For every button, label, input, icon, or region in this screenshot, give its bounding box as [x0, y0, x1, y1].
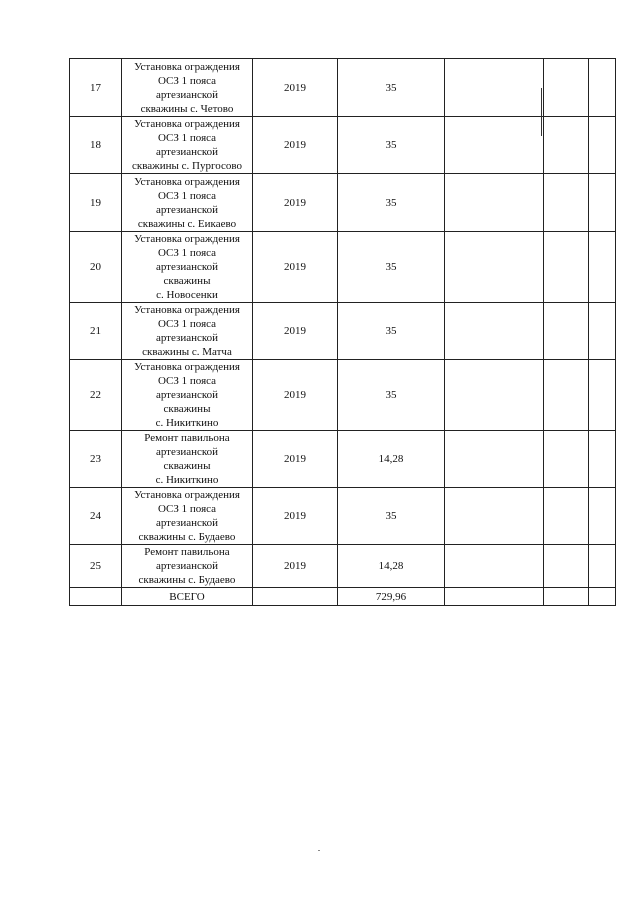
work-description: Установка ограждения ОСЗ 1 пояса артезианской скважины с. Четово: [122, 59, 253, 117]
empty-cell: [589, 360, 616, 431]
empty-cell: [544, 431, 589, 488]
work-cost: 35: [338, 360, 445, 431]
works-table: [69, 58, 616, 606]
empty-cell: [589, 488, 616, 545]
work-year: 2019: [253, 360, 338, 431]
work-description: Ремонт павильона артезианской скважины с. Будаево: [122, 545, 253, 588]
row-number: 21: [70, 303, 122, 360]
empty-cell: [445, 360, 544, 431]
row-number: 24: [70, 488, 122, 545]
empty-cell: [445, 303, 544, 360]
work-description: Установка ограждения ОСЗ 1 пояса артезианской скважины с. Новосенки: [122, 232, 253, 303]
empty-cell: [544, 232, 589, 303]
empty-cell: [544, 360, 589, 431]
work-year: 2019: [253, 303, 338, 360]
work-year: 2019: [253, 59, 338, 117]
table-row: [70, 488, 616, 545]
row-number: 19: [70, 174, 122, 232]
empty-cell: [544, 303, 589, 360]
total-row: [70, 588, 616, 606]
scan-speck: [318, 850, 320, 851]
row-number: 25: [70, 545, 122, 588]
table-row: [70, 360, 616, 431]
table-row: [70, 174, 616, 232]
work-description: Установка ограждения ОСЗ 1 пояса артезианской скважины с. Пургосово: [122, 117, 253, 174]
work-description: Установка ограждения ОСЗ 1 пояса артезианской скважины с. Будаево: [122, 488, 253, 545]
empty-cell: [445, 174, 544, 232]
work-cost: 35: [338, 488, 445, 545]
empty-cell: [445, 232, 544, 303]
row-number: 23: [70, 431, 122, 488]
work-description: Установка ограждения ОСЗ 1 пояса артезианской скважины с. Матча: [122, 303, 253, 360]
table-row: [70, 117, 616, 174]
row-number: 17: [70, 59, 122, 117]
empty-cell: [589, 59, 616, 117]
empty-cell: [589, 174, 616, 232]
work-cost: 35: [338, 59, 445, 117]
empty-cell: [589, 232, 616, 303]
empty-cell: [544, 545, 589, 588]
work-cost: 35: [338, 117, 445, 174]
empty-cell: [589, 588, 616, 606]
table-row: [70, 59, 616, 117]
row-number: 18: [70, 117, 122, 174]
empty-cell: [544, 174, 589, 232]
empty-cell: [70, 588, 122, 606]
empty-cell: [445, 588, 544, 606]
work-year: 2019: [253, 117, 338, 174]
empty-cell: [589, 545, 616, 588]
scan-mark: [541, 88, 542, 136]
empty-cell: [544, 588, 589, 606]
empty-cell: [445, 431, 544, 488]
empty-cell: [445, 488, 544, 545]
empty-cell: [544, 117, 589, 174]
work-cost: 35: [338, 232, 445, 303]
work-description: Установка ограждения ОСЗ 1 пояса артезианской скважины с. Никиткино: [122, 360, 253, 431]
table-row: [70, 303, 616, 360]
empty-cell: [589, 303, 616, 360]
total-sum: 729,96: [338, 588, 445, 606]
works-table-body: [70, 59, 616, 606]
table-row: [70, 232, 616, 303]
empty-cell: [445, 545, 544, 588]
empty-cell: [544, 488, 589, 545]
table-row: [70, 545, 616, 588]
work-year: 2019: [253, 174, 338, 232]
work-description: Ремонт павильона артезианской скважины с. Никиткино: [122, 431, 253, 488]
empty-cell: [589, 117, 616, 174]
table-row: [70, 431, 616, 488]
row-number: 22: [70, 360, 122, 431]
row-number: 20: [70, 232, 122, 303]
total-label: ВСЕГО: [122, 588, 253, 606]
work-cost: 35: [338, 303, 445, 360]
work-year: 2019: [253, 545, 338, 588]
work-year: 2019: [253, 232, 338, 303]
empty-cell: [544, 59, 589, 117]
work-year: 2019: [253, 488, 338, 545]
empty-cell: [589, 431, 616, 488]
work-year: 2019: [253, 431, 338, 488]
work-cost: 14,28: [338, 545, 445, 588]
work-cost: 35: [338, 174, 445, 232]
work-cost: 14,28: [338, 431, 445, 488]
empty-cell: [445, 59, 544, 117]
empty-cell: [253, 588, 338, 606]
work-description: Установка ограждения ОСЗ 1 пояса артезианской скважины с. Еикаево: [122, 174, 253, 232]
empty-cell: [445, 117, 544, 174]
